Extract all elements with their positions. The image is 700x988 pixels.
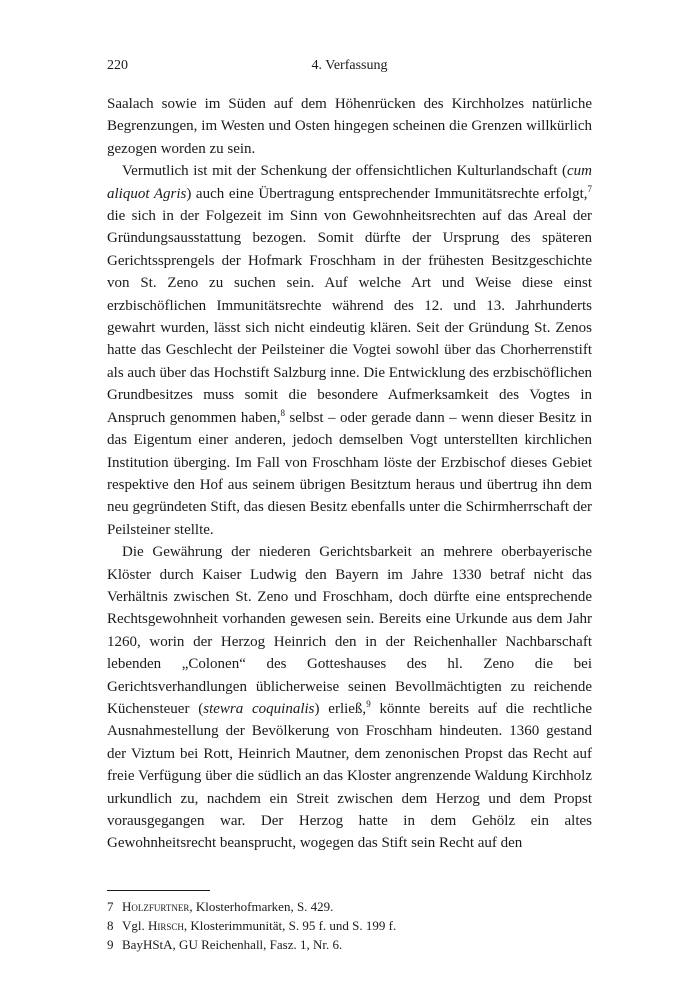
footnote-author: Hirsch xyxy=(148,917,184,933)
footnote-prefix: Vgl. xyxy=(122,917,148,933)
latin-quote: cum aliquot Agris xyxy=(107,163,592,202)
paragraph-3-text-c: ) erließ, xyxy=(314,700,367,717)
footnote-number: 8 xyxy=(107,917,114,933)
paragraph-3-text-d: könnte bereits auf die rechtliche Ausnahmestellung der Bevölkerung von Froschham hindeuten. 1360 gestand der Viztum bei Rott, Heinrich Mautner, dem zenonischen Propst das Recht auf freie Verfügung über die südlich an das Kloster angrenzende Waldung Kirchholz urkundlich zu, nachdem ein Streit zwischen dem Herzog und dem Propst vorausgegangen war. Der Herzog hatte in dem Gehölz ein altes Gewohnheitsrecht beansprucht, wogegen das Stift sein Recht auf den xyxy=(107,700,592,852)
paragraph-2-text-e: selbst – oder gerade dann – wenn dieser Besitz in das Eigentum einer anderen, jedoch demselben Vogt unterstellten kirchlichen Institution überging. Im Fall von Froschham löste der Erzbischof dieses Gebiet respektive den Hof aus seinem übrigen Besitztum heraus und übertrug ihn dem neu gegründeten Stift, das diesen Besitz ebenfalls unter die Schirmherrschaft der Peilsteiner stellte. xyxy=(107,409,592,538)
paragraph-3-text-a: Die Gewährung der niederen Gerichtsbarkeit an mehrere oberbayerische Klöster durch Kaiser Ludwig den Bayern im Jahre 1330 betraf nicht das Verhältnis zwischen St. Zeno und Froschham, doch dürfte eine entsprechende Rechtsgewohnheit vorhanden gewesen sein. Bereits eine Urkunde aus dem Jahr 1260, worin der Herzog Heinrich den in der Reichenhaller Nachbarschaft lebenden „Colonen“ des Gotteshauses des hl. Zeno die bei Gerichtsverhandlungen üblicherweise seinen Bevollmächtigten zu reichende Küchensteuer ( xyxy=(107,544,592,717)
page xyxy=(107,58,592,954)
footnote-divider xyxy=(107,890,210,891)
footnote-9 xyxy=(107,935,592,954)
footnote-ref-8[interactable]: 8 xyxy=(280,407,285,418)
paragraph-2-text-d: die sich in der Folgezeit im Sinn von Gewohnheitsrechten auf das Areal der Gründungsausstattung bezogen. Somit dürfte der Ursprung des späteren Gerichtssprengels der Hofmark Froschham in der frühesten Besitzgeschichte von St. Zeno zu suchen sein. Auf welche Art und Weise diese einst erzbischöflichen Immunitätsrechte während des 12. und 13. Jahrhunderts gewahrt wurden, lässt sich nicht eindeutig klären. Seit der Gründung St. Zenos hatte das Geschlecht der Peilsteiner die Vogtei sowohl über das Chorherrenstift als auch über das Hochstift Salzburg inne. Die Entwicklung des erzbischöflichen Grundbesitzes muss somit die besondere Aufmerksamkeit des Vogtes in Anspruch genommen haben, xyxy=(107,208,593,426)
footnotes xyxy=(107,897,592,954)
paragraph-2 xyxy=(107,160,592,541)
running-head: 4. Verfassung xyxy=(311,58,388,73)
paragraph-2-text-a: Vermutlich ist mit der Schenkung der offensichtlichen Kulturlandschaft ( xyxy=(122,163,567,180)
page-number: 220 xyxy=(107,58,128,73)
paragraph-1 xyxy=(107,93,592,160)
paragraph-1-text: Saalach sowie im Süden auf dem Höhenrücken des Kirchholzes natürliche Begrenzungen, im Westen und Osten hingegen scheinen die Grenzen willkürlich gezogen worden zu sein. xyxy=(107,96,592,157)
footnote-author: Holzfurtner xyxy=(122,898,190,914)
footnote-number: 7 xyxy=(107,898,114,914)
paragraph-3 xyxy=(107,541,592,855)
paragraph-2-text-c: ) auch eine Übertragung entsprechender Immunitätsrechte erfolgt, xyxy=(186,185,588,202)
page-header xyxy=(107,58,592,82)
footnote-citation: , Klosterimmunität, S. 95 f. und S. 199 f. xyxy=(183,917,397,933)
latin-term: stewra coquinalis xyxy=(203,700,315,717)
footnote-ref-7[interactable]: 7 xyxy=(587,183,592,194)
footnote-8 xyxy=(107,916,592,935)
footnote-ref-9[interactable]: 9 xyxy=(366,698,371,709)
footnote-7 xyxy=(107,897,592,916)
footnote-number: 9 xyxy=(107,936,114,952)
footnote-text xyxy=(122,897,333,916)
body-text xyxy=(107,93,592,855)
footnote-text xyxy=(122,916,396,935)
footnote-citation: , Klosterhofmarken, S. 429. xyxy=(189,898,334,914)
footnote-text: BayHStA, GU Reichenhall, Fasz. 1, Nr. 6. xyxy=(122,936,343,952)
